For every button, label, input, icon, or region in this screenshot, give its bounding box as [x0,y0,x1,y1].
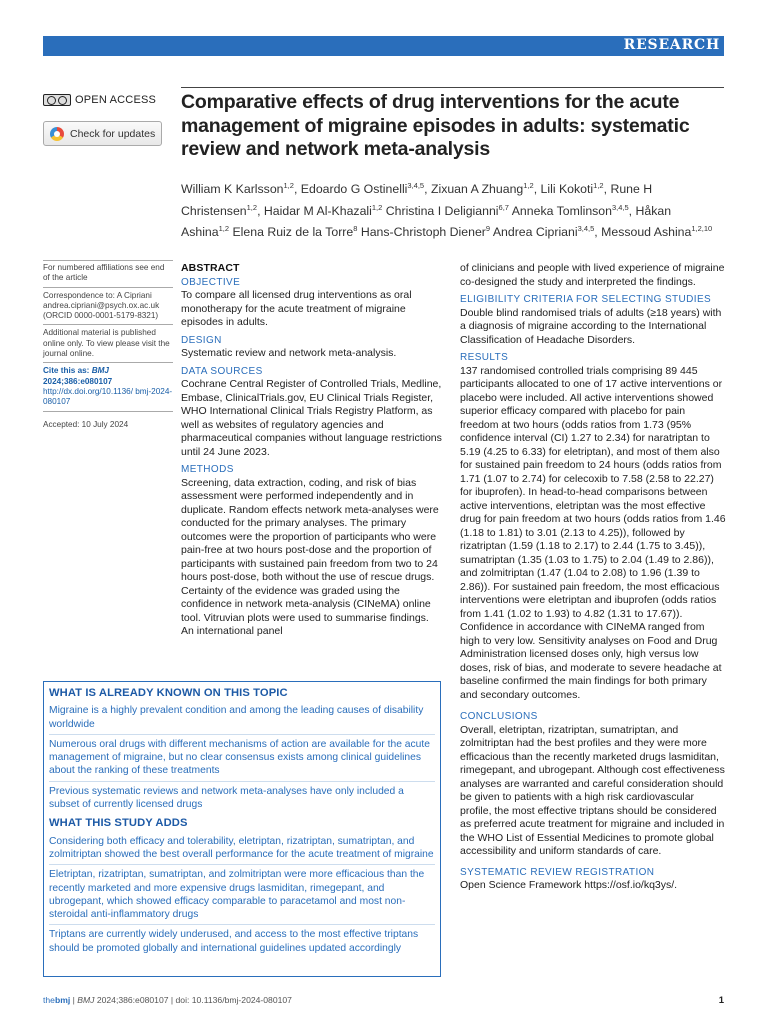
by-icon [58,96,67,105]
footer-logo-bmj: bmj [54,995,71,1005]
data-sources-heading: DATA SOURCES [181,365,263,377]
author-affiliation: 1,2 [246,202,258,212]
page-footer: thebmj | BMJ 2024;386:e080107 | doi: 10.1136/bmj-2024-080107 1 [43,995,724,1006]
page-number: 1 [718,995,724,1006]
abstract-column-2 [460,262,726,893]
data-sources-text: Cochrane Central Register of Controlled Trials, Medline, Embase, ClinicalTrials.gov, EU Clinical Trials Register, WHO International Clinical Trials Registry Platform, as well as websites of regulatory agencies and pharmaceutical companies without language restrictions until 24 June 2023. [181,378,442,458]
footer-reference: 2024;386:e080107 | doi: 10.1136/bmj-2024-080107 [96,995,292,1005]
adds-item: Triptans are currently widely underused, and access to the most effective triptans should be promoted globally and international guidelines updated accordingly [49,929,419,954]
conclusions-heading: CONCLUSIONS [460,711,538,722]
footer-logo-the: the [43,995,55,1005]
abstract-heading: ABSTRACT [181,262,240,274]
eligibility-text: Double blind randomised trials of adults (≥18 years) with a diagnosis of migraine according to the International Classification of Headache Disorders. [460,306,722,346]
known-item: Previous systematic reviews and network meta-analyses have only included a subset of currently licensed drugs [49,785,404,811]
author-affiliation: 3,4,5 [577,224,595,234]
additional-material-note: Additional material is published online only. To view please visit the journal online. [43,328,170,359]
author-affiliation: 8 [353,224,358,234]
author-name: Håkan Ashina [181,203,672,240]
author-affiliation: 1,2 [218,224,230,234]
correspondence-email[interactable]: andrea.cipriani@psych.ox.ac.uk [43,300,160,310]
open-access-label: OPEN ACCESS [75,94,157,106]
check-for-updates-icon [50,127,64,141]
open-access-badge[interactable] [43,94,156,106]
creative-commons-icon [43,94,71,106]
author-name: Haidar M Al-Khazali [263,203,372,218]
author-name: William K Karlsson [181,182,284,197]
correspondence: Correspondence to: A Cipriani andrea.cipriani@psych.ox.ac.uk (ORCID 0000-0001-5179-8321) [43,290,160,321]
known-item: Migraine is a highly prevalent condition and among the leading causes of disability worldwide [49,704,435,735]
methods-text: Screening, data extraction, coding, and risk of bias assessment were performed independently and in duplicate. Random effects network meta-analyses were conducted for the primary analyses. The primary outcomes were the proportion of participants who were pain-free at two hours post-dose and the proportion of participants with sustained pain freedom from two to 24 hours post-dose, both without the use of rescue drugs. Certainty of the evidence was graded using the confidence in network meta-analysis (CINeMA) online tool. Vitruvian plots were used to summarise findings. An international panel [181,476,439,637]
doi-link[interactable]: http://dx.doi.org/10.1136/ bmj-2024-080107 [43,386,173,407]
author-affiliation: 6,7 [498,202,509,212]
author-affiliation: 3,4,5 [407,181,425,190]
results-text: 137 randomised controlled trials comprising 89 445 participants allocated to one of 17 active interventions or placebo were included. All active interventions showed superior efficacy compared with placebo for pain freedom at two hours (odds ratios from 1.73 (95% confidence interval (CI) 1.27 to 2.34) for naratriptan to 5.19 (4.25 to 6.33) for eletriptan), and most of them also for sustained pain freedom to 24 hours (odds ratios from 1.71 (1.07 to 2.74) for celecoxib to 7.58 (2.58 to 22.27) for ibuprofen). In head-to-head comparisons between active interventions, eletriptan was the most effective drug for pain freedom at two hours (odds ratios from 1.46 (1.18 to 1.81) to 3.01 (2.13 to 4.25)), followed by rizatriptan (1.59 (1.18 to 2.17) to 2.44 (1.75 to 3.45)), sumatriptan (1.35 (1.03 to 1.75) to 2.04 (1.49 to 2.86)), and zolmitriptan (1.47 (1.04 to 2.08) to 1.96 (1.39 to 2.86)). For sustained pain freedom, the most efficacious interventions were eletriptan and ibuprofen (odds ratios from 1.41 (1.02 to 1.93) to 4.82 (1.31 to 17.67)). Confidence in accordance with CINeMA ranged from high to very low. Sensitivity analyses on Food and Drug Administration licensed doses only, high versus low doses, risk of bias, and moderate to severe headache at baseline confirmed the main findings for both primary and secondary outcomes. [460,364,726,701]
registration-heading: SYSTEMATIC REVIEW REGISTRATION [460,866,655,878]
author-name: Messoud Ashina [601,225,692,240]
accepted-date: Accepted: 10 July 2024 [43,419,129,429]
author-affiliation: 1,2 [371,202,383,212]
footer-journal: BMJ [77,995,95,1005]
affiliations-note: For numbered affiliations see end of the article [43,263,165,283]
methods-text-continued: of clinicians and people with lived experience of migraine co-designed the study and interpreted the findings. [460,262,725,288]
author-name: Elena Ruiz de la Torre [232,225,354,240]
objective-heading: OBJECTIVE [181,276,241,288]
cite-as: Cite this as: BMJ 2024;386:e080107 http://dx.doi.org/10.1136/ bmj-2024-080107 [43,366,173,407]
check-for-updates-label: Check for updates [70,127,156,140]
known-item: Numerous oral drugs with different mechanisms of action are available for the acute management of migraine, but no clear consensus exists among clinical guidelines about the ranking of these treatments [49,738,435,782]
check-for-updates-button[interactable] [43,121,162,146]
author-affiliation: 1,2 [283,181,294,190]
author-name: Edoardo G Ostinelli [300,182,408,197]
author-list: William K Karlsson$^{1,2}$, Edoardo G Ostinelli$^{3,4,5}$, Zixuan A Zhuang$^{1,2}$, Lili Kokoti$^{1,2}$, Rune H Christensen$^{1,2}$, Haidar M Al-Khazali$^{1,2}$ Christina I Deligianni$^{6,7}$ Anneka Tomlinson$^{3,4,5}$, Håkan Ashina$^{1,2}$ Elena Ruiz de la Torre$^8$ Hans-Christoph Diener$^9$ Andrea Cipriani$^{3,4,5}$, Messoud Ashina$^{1,2,10}$ [181,181,713,240]
author-name: Anneka Tomlinson [511,203,612,218]
author-name: Zixuan A Zhuang [430,182,524,197]
title-rule [181,87,724,88]
adds-item: Eletriptan, rizatriptan, sumatriptan, and zolmitriptan were more efficacious than the recently marketed and more expensive drugs lasmiditan, rimegepant, and ubrogepant, which showed efficacy comparable to paracetamol and most non-steroidal anti-inflammatory drugs [49,868,435,925]
abstract-column-1 [181,262,443,639]
objective-text: To compare all licensed drug interventions as oral monotherapy for the acute treatment of migraine episodes in adults. [181,289,412,328]
sidebar [43,263,173,433]
author-affiliation: 1,2 [593,181,604,190]
eligibility-heading: ELIGIBILITY CRITERIA FOR SELECTING STUDIES [460,294,712,305]
section-bar [43,36,724,56]
known-heading: WHAT IS ALREADY KNOWN ON THIS TOPIC [49,687,288,699]
design-heading: DESIGN [181,334,222,346]
author-affiliation: 9 [485,224,491,234]
methods-heading: METHODS [181,464,234,475]
adds-heading: WHAT THIS STUDY ADDS [49,817,188,830]
author-affiliation: 1,2,10 [691,224,713,234]
correspondence-orcid: (ORCID 0000-0001-5179-8321) [43,311,159,321]
article-title: Comparative effects of drug interventions for the acute management of migraine episodes in adults: systematic review and network meta-analysis [181,91,690,160]
results-heading: RESULTS [460,352,509,363]
author-name: Hans-Christoph Diener [360,225,486,240]
author-name: Andrea Cipriani [492,225,578,240]
section-label: RESEARCH [623,37,720,53]
registration-text: Open Science Framework https://osf.io/kq3ys/. [460,879,678,891]
sidebar-rule [43,260,173,261]
author-affiliation: 3,4,5 [611,202,629,212]
author-name: Lili Kokoti [540,182,594,197]
summary-box [43,681,441,977]
author-name: Rune H Christensen [181,182,653,218]
adds-item: Considering both efficacy and tolerability, eletriptan, rizatriptan, sumatriptan, and zolmitriptan showed the best overall performance for the acute treatment of migraine [49,835,435,866]
author-name: Christina I Deligianni [385,203,499,218]
conclusions-text: Overall, eletriptan, rizatriptan, sumatriptan, and zolmitriptan had the best profiles and they were more efficacious than the recently marketed drugs lasmiditan, rimegepant, and ubrogepant. Although cost effectiveness analyses are warranted and careful consideration should be given to patients with a high risk cardiovascular profile, the most effective triptans should be considered as preferred acute treatment for migraine and included in the WHO List of Essential Medicines to promote global accessibility and uniform standards of care. [460,723,725,857]
design-text: Systematic review and network meta-analysis. [181,347,397,359]
author-affiliation: 1,2 [523,181,534,190]
